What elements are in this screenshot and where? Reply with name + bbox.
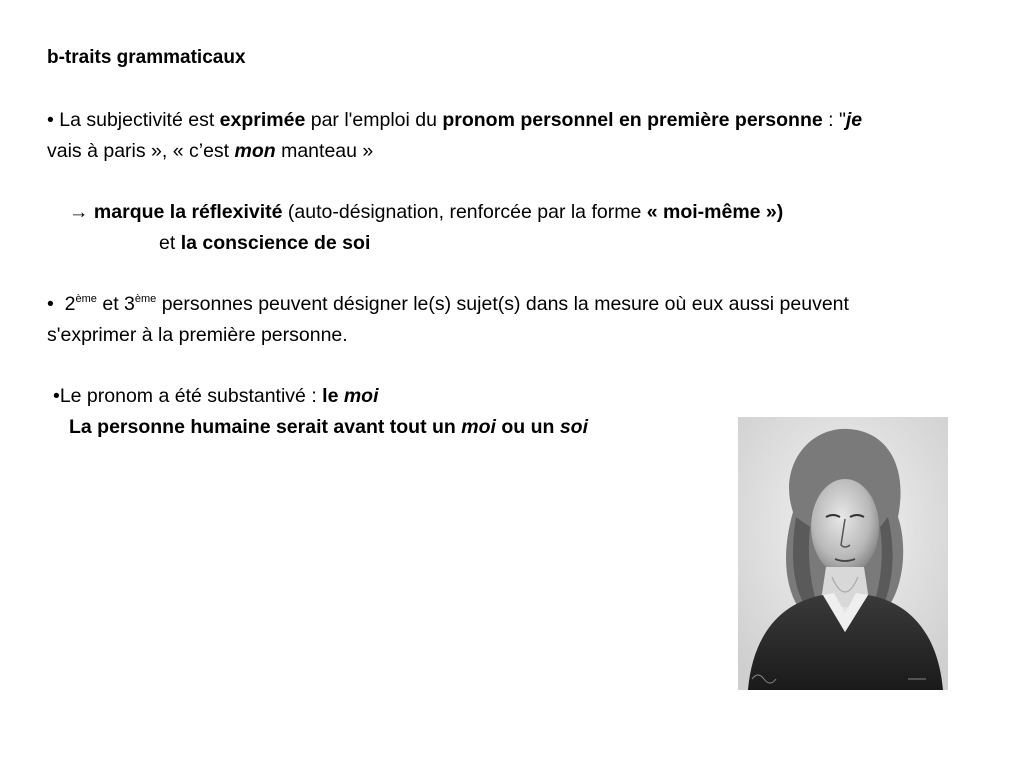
arrow-bold-reflexivite: marque la réflexivité xyxy=(88,201,283,223)
slide-title: b-traits grammaticaux xyxy=(47,47,246,68)
arrow-line2 xyxy=(159,231,370,255)
bullet1-line1 xyxy=(47,108,862,132)
bullet3-bold-text: La personne humaine serait avant tout un xyxy=(69,416,462,438)
bullet3-soi: soi xyxy=(559,416,589,438)
bullet1-text: La subjectivité est xyxy=(53,109,220,131)
arrow-line1 xyxy=(69,200,783,224)
arrow-icon: → xyxy=(69,201,89,223)
bullet3-line2 xyxy=(69,415,588,439)
bullet2-text: personnes peuvent désigner le(s) sujet(s) dans la mesure où eux aussi peuvent xyxy=(156,293,849,315)
bullet1-mon: mon xyxy=(234,140,276,162)
bullet2-line1 xyxy=(47,292,849,316)
arrow-bold-conscience: la conscience de soi xyxy=(180,232,371,254)
arrow-text: et xyxy=(159,232,181,254)
bullet1-bold-pronom: pronom personnel en première personne xyxy=(442,109,823,131)
bullet1-bold-exprimee: exprimée xyxy=(219,109,306,131)
bullet2-superscript: ème xyxy=(75,292,97,305)
bullet2-number: 2 xyxy=(64,293,76,315)
bullet1-je: je xyxy=(845,109,863,131)
bullet3-bold-le: le xyxy=(322,385,344,407)
bullet-mark: • xyxy=(47,293,54,315)
portrait-image xyxy=(738,417,948,690)
bullet3-moi: moi xyxy=(343,385,379,407)
bullet2-superscript: ème xyxy=(134,292,157,305)
bullet3-line1 xyxy=(53,384,379,408)
bullet-mark: • xyxy=(47,109,54,131)
bullet1-text: par l'emploi du xyxy=(305,109,443,131)
bullet3-text: Le pronom a été substantivé : xyxy=(59,385,323,407)
bullet1-text: : " xyxy=(822,109,846,131)
bullet1-text: manteau » xyxy=(275,140,374,162)
bullet1-text: vais à paris », « c’est xyxy=(47,140,235,162)
arrow-text: (auto-désignation, renforcée par la forme xyxy=(282,201,647,223)
bullet3-moi-2: moi xyxy=(461,416,496,438)
bullet3-bold-text: ou un xyxy=(495,416,560,438)
bullet-mark: • xyxy=(53,385,60,407)
arrow-bold-moi-meme: « moi-même ») xyxy=(646,201,784,223)
bullet2-line2: s'exprimer à la première personne. xyxy=(47,324,348,346)
bullet2-text: et 3 xyxy=(96,293,135,315)
bullet1-line2 xyxy=(47,139,373,163)
